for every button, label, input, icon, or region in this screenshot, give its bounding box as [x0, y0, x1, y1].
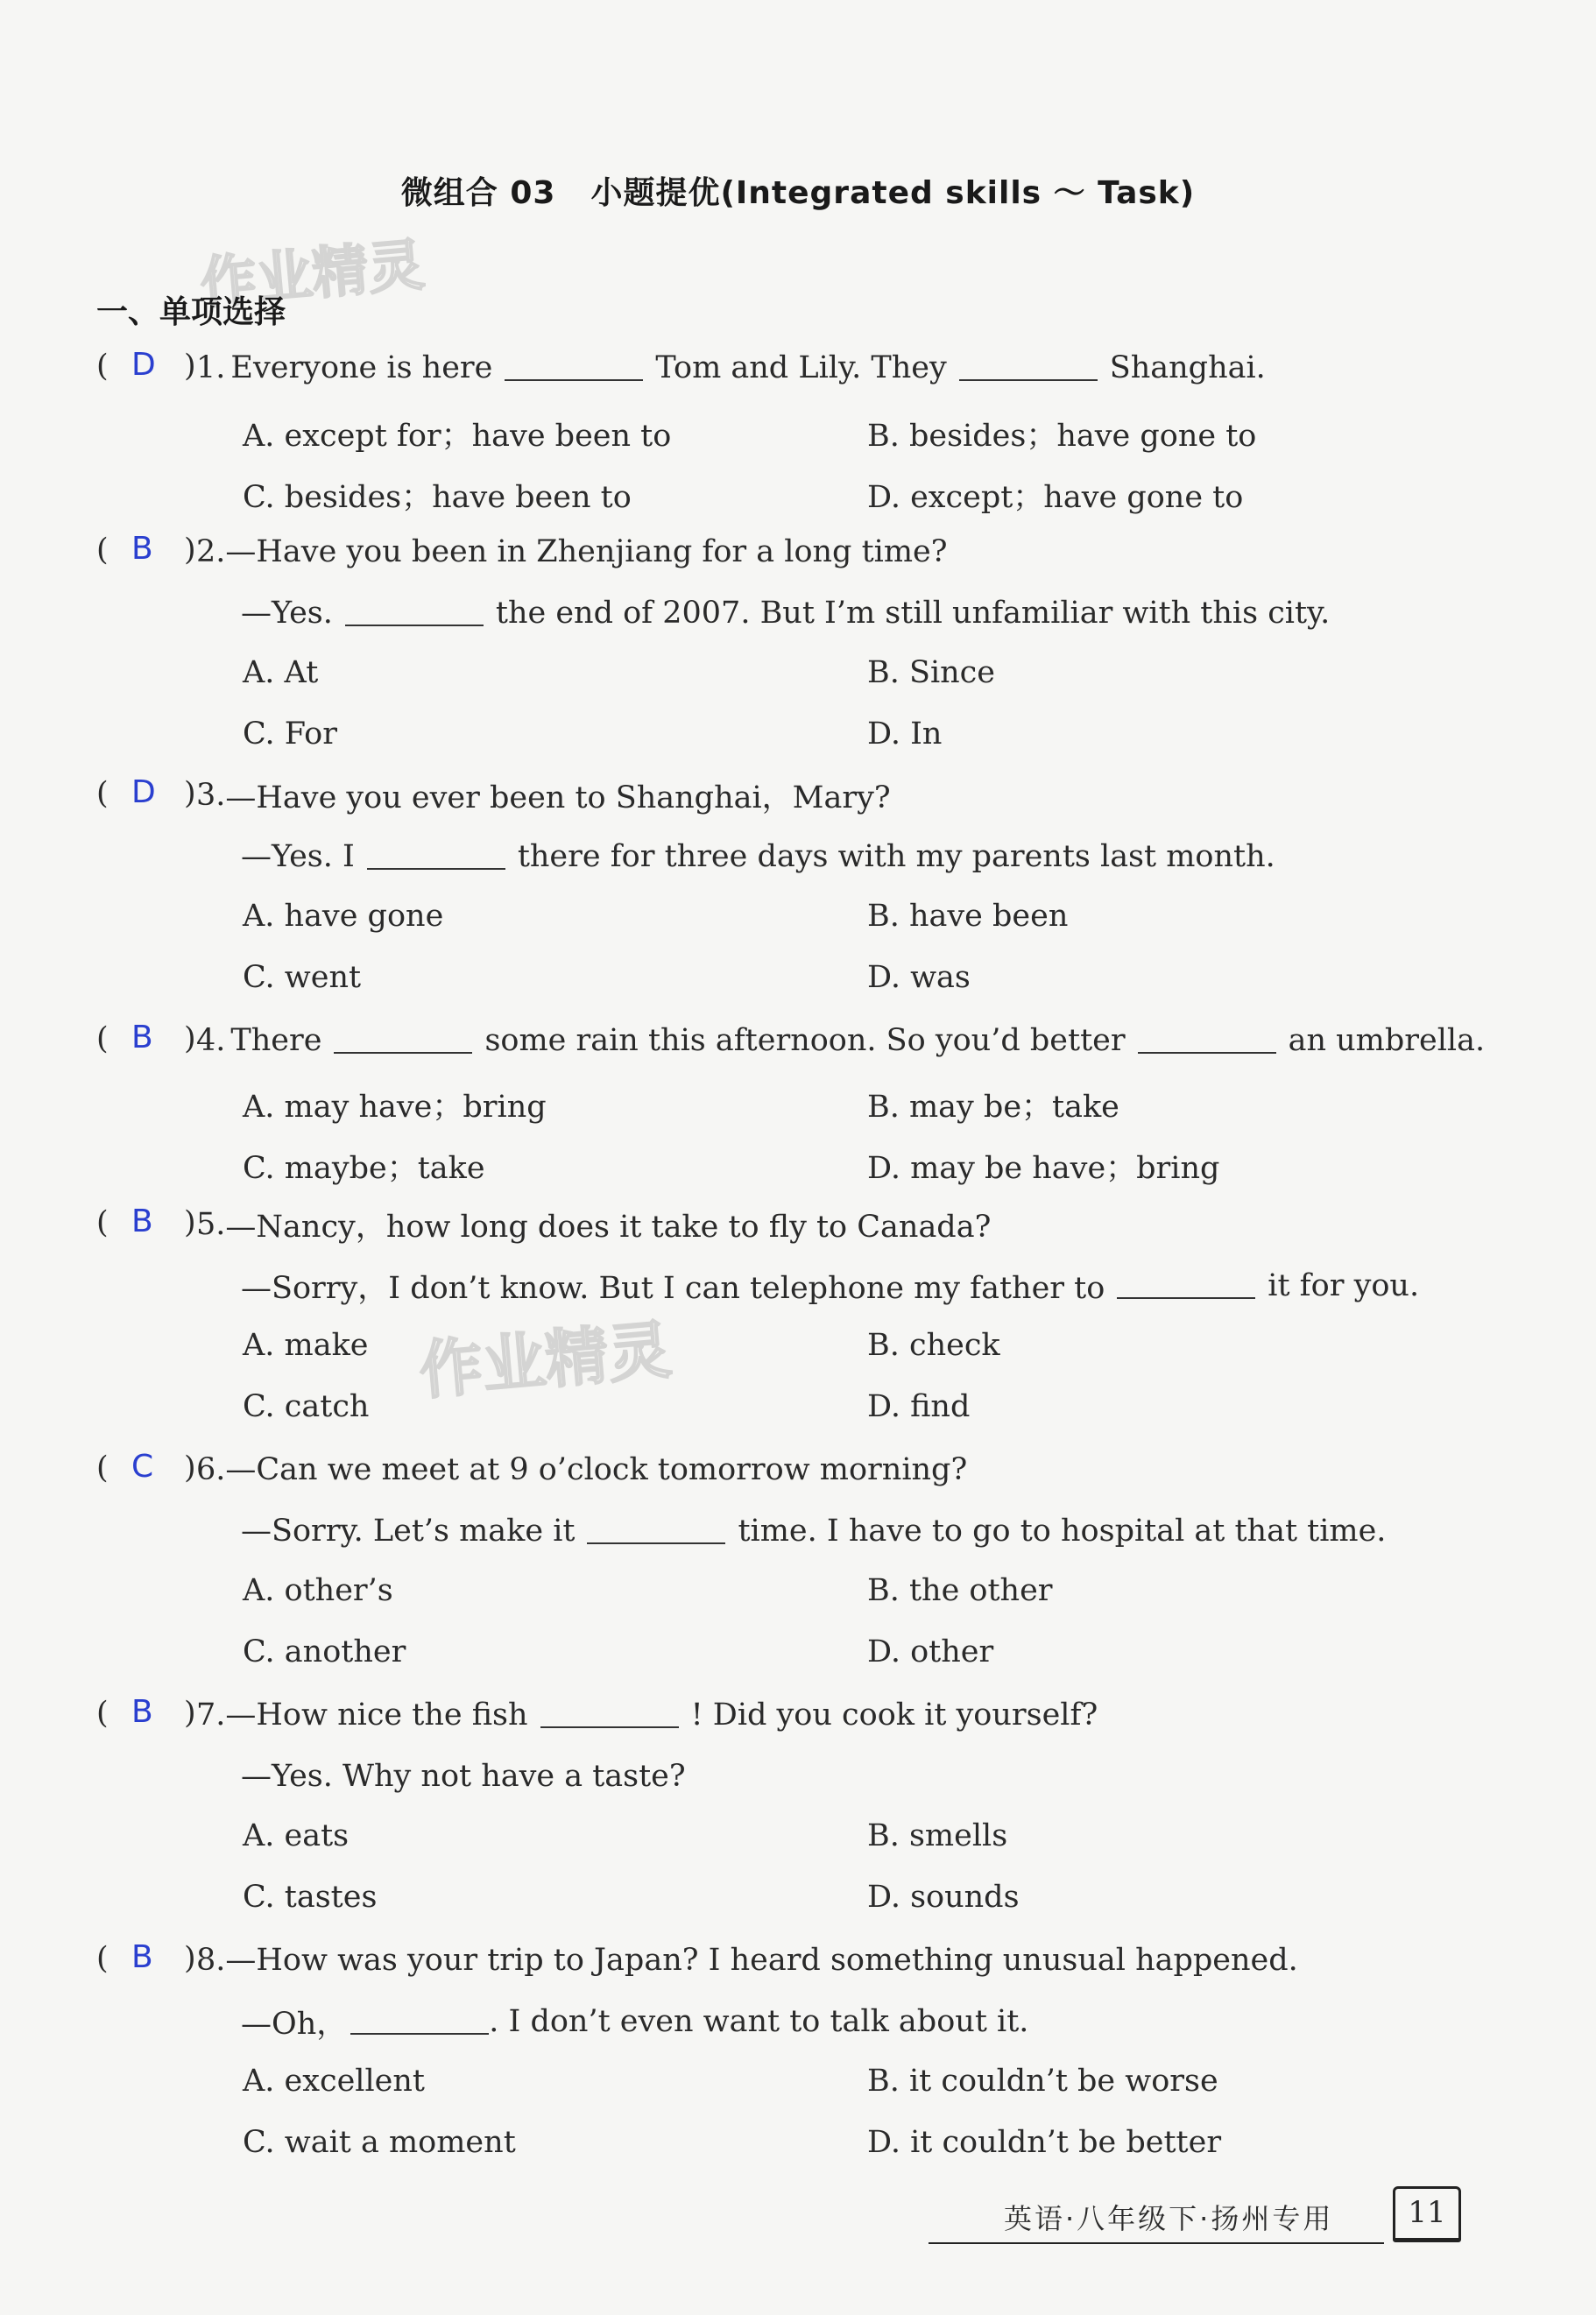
question-text: —Can we meet at 9 o’clock tomorrow morning?: [225, 1452, 968, 1487]
question-text: some rain this afternoon. So you’d better: [484, 1023, 1126, 1058]
option-b: B. may be；take: [867, 1090, 1119, 1125]
question-number: 8.: [196, 1943, 226, 1978]
option-b: B. it couldn’t be worse: [867, 2064, 1218, 2099]
question-number: 2.: [196, 534, 226, 569]
answer-mark: B: [131, 1203, 153, 1239]
question-2: ( B ) 2. —Have you been in Zhenjiang for a long time?: [96, 531, 948, 569]
option-b: B. the other: [867, 1573, 1053, 1608]
page-title: [0, 168, 1596, 213]
option-c: C. catch: [243, 1389, 370, 1424]
question-6: ( C ) 6. —Can we meet at 9 o’clock tomorrow morning?: [96, 1449, 968, 1487]
answer-mark: B: [131, 1939, 153, 1975]
answer-mark: B: [131, 531, 153, 567]
question-text: . I don’t even want to talk about it.: [489, 2004, 1029, 2039]
option-b: B. smells: [867, 1818, 1008, 1853]
question-text: it for you.: [1268, 1268, 1420, 1303]
question-number: 6.: [196, 1452, 226, 1487]
question-number: 7.: [196, 1697, 226, 1733]
option-d: D. was: [867, 960, 971, 995]
option-c: C. went: [243, 960, 362, 995]
option-d: D. other: [867, 1634, 994, 1669]
option-a: A. excellent: [243, 2064, 426, 2099]
question-2-reply: [241, 582, 1330, 644]
question-text: —How was your trip to Japan? I heard something unusual happened.: [225, 1943, 1298, 1978]
page-number: 11: [1393, 2186, 1461, 2242]
question-text: There: [230, 1023, 322, 1058]
question-text: —Yes. Why not have a taste?: [241, 1759, 686, 1794]
question-text: Everyone is here: [230, 350, 493, 385]
option-c: C. wait a moment: [243, 2125, 516, 2160]
answer-mark: D: [131, 774, 156, 810]
option-c: C. maybe；take: [243, 1151, 485, 1186]
answer-blank[interactable]: [1138, 1027, 1276, 1054]
question-1: ( D ) 1. Everyone is here Tom and Lily. They Shanghai.: [96, 347, 1266, 385]
answer-mark: D: [131, 347, 156, 383]
question-3-reply: [241, 826, 1275, 887]
question-7: ( B ) 7. —How nice the fish ! Did you cook it yourself?: [96, 1694, 1098, 1733]
question-8-reply: [241, 1991, 1028, 2052]
answer-blank[interactable]: [345, 600, 484, 626]
question-3: ( D ) 3. —Have you ever been to Shanghai，Mary?: [96, 774, 891, 815]
question-number: 3.: [196, 778, 226, 813]
option-c: C. For: [243, 716, 337, 752]
option-d: D. it couldn’t be better: [867, 2125, 1222, 2160]
answer-blank[interactable]: [587, 1518, 725, 1544]
question-text: —Have you been in Zhenjiang for a long time?: [225, 534, 948, 569]
question-text: —How nice the fish: [225, 1697, 528, 1733]
option-d: D. sounds: [867, 1880, 1020, 1915]
option-d: D. find: [867, 1389, 971, 1424]
option-a: A. except for；have been to: [243, 419, 672, 454]
question-5-reply: [241, 1255, 1419, 1316]
section-heading: 一、单项选择: [96, 294, 286, 330]
question-number: 5.: [196, 1207, 226, 1242]
option-c: C. tastes: [243, 1880, 378, 1915]
question-text: —Yes.: [241, 596, 333, 631]
option-a: A. At: [243, 655, 319, 690]
option-a: A. have gone: [243, 899, 444, 934]
answer-mark: B: [131, 1694, 153, 1730]
question-text: time. I have to go to hospital at that time.: [738, 1514, 1387, 1549]
answer-blank[interactable]: [540, 1702, 679, 1728]
title-code: 微组合 03: [400, 175, 556, 211]
question-text: there for three days with my parents last month.: [517, 839, 1275, 874]
answer-blank[interactable]: [505, 355, 643, 381]
option-d: D. may be have；bring: [867, 1151, 1220, 1186]
question-text: ! Did you cook it yourself?: [690, 1697, 1098, 1733]
question-text: —Yes. I: [241, 839, 355, 874]
title-text: 小题提优(Integrated skills ～ Task): [590, 175, 1196, 211]
answer-mark: C: [131, 1449, 154, 1485]
option-a: A. may have；bring: [243, 1090, 547, 1125]
question-text: Shanghai.: [1109, 350, 1266, 385]
option-b: B. have been: [867, 899, 1069, 934]
answer-blank[interactable]: [334, 1027, 472, 1054]
option-b: B. besides；have gone to: [867, 419, 1257, 454]
question-text: Tom and Lily. They: [655, 350, 947, 385]
question-text: —Sorry. Let’s make it: [241, 1514, 576, 1549]
option-a: A. make: [243, 1328, 369, 1363]
option-a: A. other’s: [243, 1573, 393, 1608]
option-b: B. check: [867, 1328, 1000, 1363]
question-text: the end of 2007. But I’m still unfamiliar with this city.: [495, 596, 1331, 631]
footer-text: 英语·八年级下·扬州专用: [1004, 2202, 1334, 2235]
answer-mark: B: [131, 1020, 153, 1055]
question-6-reply: [241, 1500, 1386, 1562]
question-7-reply: [241, 1746, 686, 1807]
question-number: 1.: [196, 350, 226, 385]
answer-blank[interactable]: [367, 843, 505, 870]
footer-rule: [929, 2242, 1384, 2244]
option-c: C. another: [243, 1634, 406, 1669]
option-d: D. except；have gone to: [867, 480, 1244, 515]
question-text: —Oh，: [241, 2007, 348, 2042]
answer-blank[interactable]: [1117, 1273, 1255, 1299]
question-number: 4.: [196, 1023, 226, 1058]
answer-blank[interactable]: [350, 2008, 489, 2035]
question-5: ( B ) 5. —Nancy，how long does it take to fly to Canada?: [96, 1203, 992, 1245]
watermark-top: 作业精灵: [197, 232, 427, 317]
question-4: ( B ) 4. There some rain this afternoon. So you’d better an umbrella.: [96, 1020, 1486, 1058]
question-text: —Nancy，how long does it take to fly to Canada?: [225, 1210, 992, 1245]
option-a: A. eats: [243, 1818, 350, 1853]
answer-blank[interactable]: [959, 355, 1098, 381]
option-b: B. Since: [867, 655, 995, 690]
question-text: —Sorry，I don’t know. But I can telephone my father to: [241, 1271, 1105, 1306]
question-text: —Have you ever been to Shanghai，Mary?: [225, 780, 891, 815]
watermark-middle: 作业精灵: [416, 1312, 674, 1408]
question-8: ( B ) 8. —How was your trip to Japan? I heard something unusual happened.: [96, 1939, 1298, 1978]
question-text: an umbrella.: [1288, 1023, 1486, 1058]
option-c: C. besides；have been to: [243, 480, 632, 515]
option-d: D. In: [867, 716, 943, 752]
